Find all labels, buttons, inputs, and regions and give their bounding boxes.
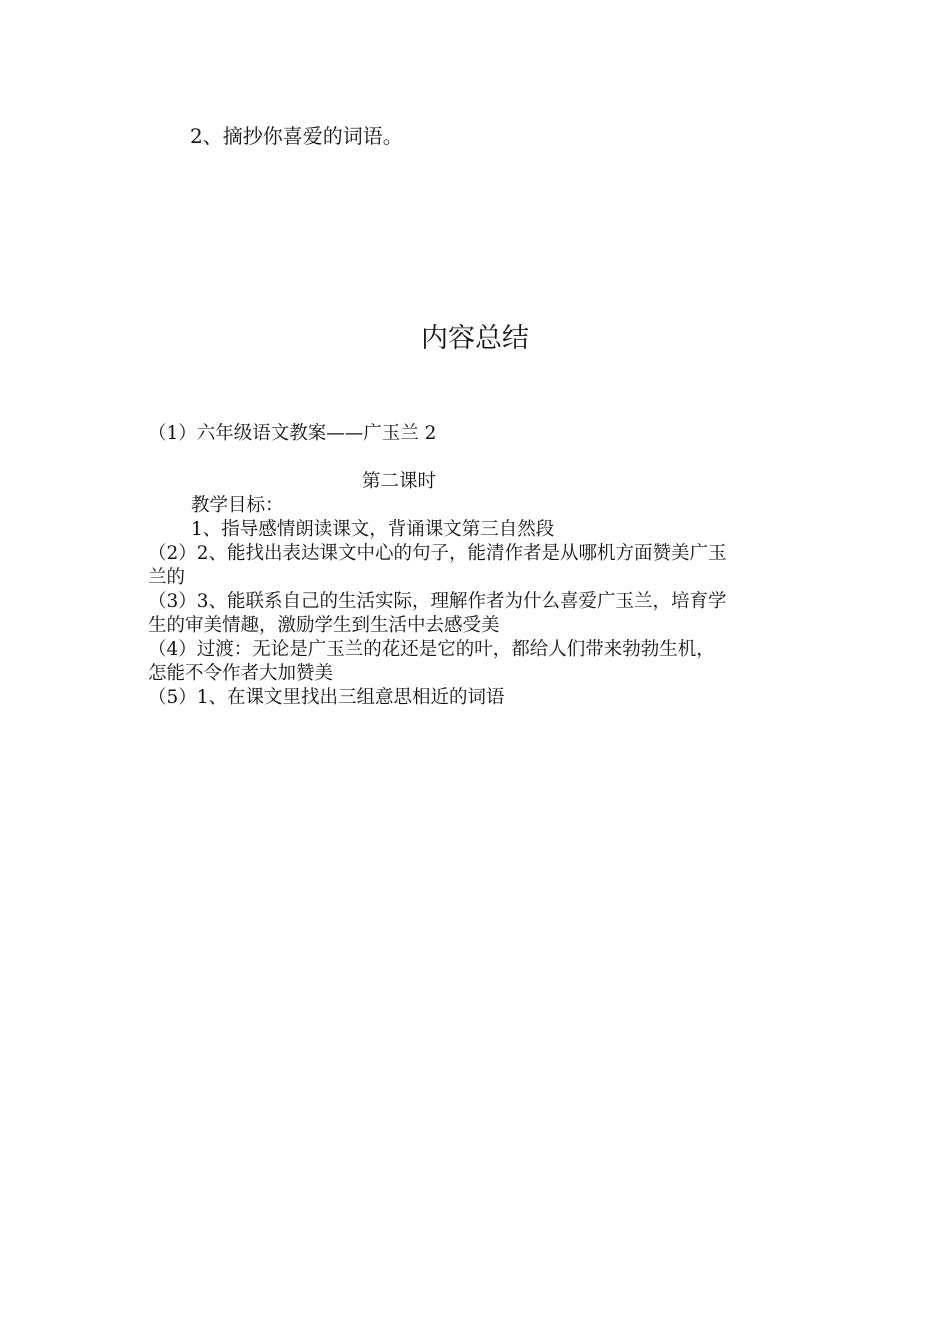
summary-item-3-line-1: （3）3、能联系自己的生活实际，理解作者为什么喜爱广玉兰，培育学 xyxy=(148,591,727,612)
summary-item-1: （1）六年级语文教案——广玉兰 2 xyxy=(148,423,437,444)
goals-label: 教学目标： xyxy=(191,495,284,516)
exercise-item-2: 2、摘抄你喜爱的词语。 xyxy=(190,124,403,148)
summary-item-2-line-1: （2）2、能找出表达课文中心的句子，能清作者是从哪机方面赞美广玉 xyxy=(148,543,727,564)
goal-1: 1、指导感情朗读课文，背诵课文第三自然段 xyxy=(191,519,555,540)
summary-item-3-line-2: 生的审美情趣，激励学生到生活中去感受美 xyxy=(148,615,500,636)
summary-item-2-line-2: 兰的 xyxy=(148,567,186,588)
summary-item-4-line-1: （4）过渡：无论是广玉兰的花还是它的叶，都给人们带来勃勃生机， xyxy=(148,639,715,660)
lesson-title: 第二课时 xyxy=(362,471,437,492)
summary-item-5: （5）1、在课文里找出三组意思相近的词语 xyxy=(148,687,505,708)
summary-item-4-line-2: 怎能不令作者大加赞美 xyxy=(148,663,334,684)
section-title: 内容总结 xyxy=(421,323,529,354)
